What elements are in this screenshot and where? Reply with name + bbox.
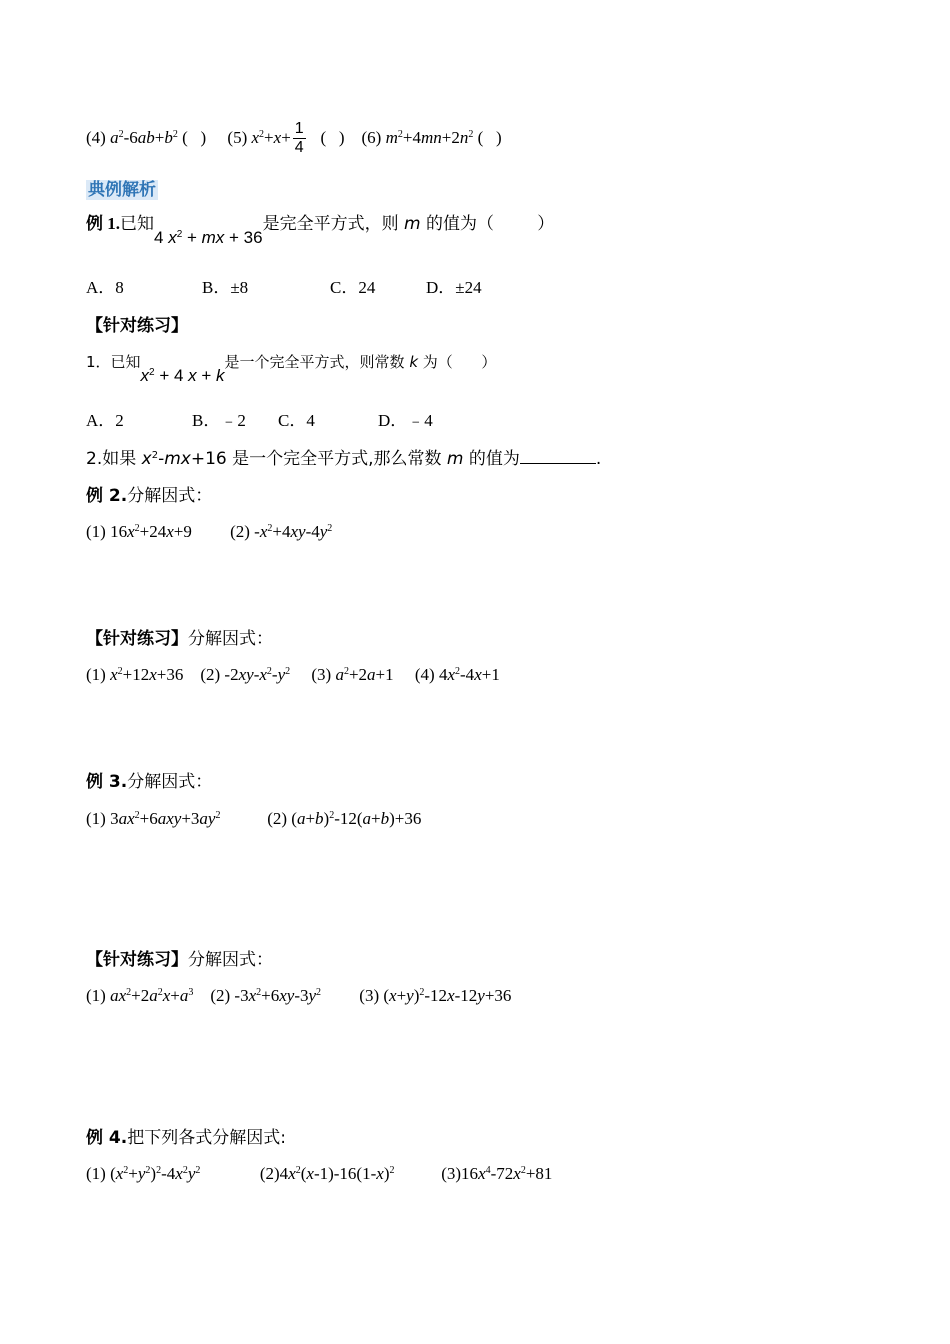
practice-1-question-1 [86,352,497,385]
section-heading-text: 典例解析 [88,180,156,200]
item-5: (5) $x^2+x+$ $\frac{1}{4}$ ( ) [227,120,345,157]
option-a: A．2 [86,411,124,430]
example-3-label: 例 3. [86,772,128,792]
answer-blank[interactable] [520,449,596,464]
example-2-text: 分解因式： [127,486,213,506]
option-a: A．8 [86,278,124,297]
practice-1-q1-expression: $x^2 + 4$ x + k [140,366,225,385]
practice-1-q2-text: 2.如果 $x^2-mx+16$ 是一个完全平方式,那么常数 m 的值为 [86,449,520,469]
example-3-items: (1) $3ax^2+6axy+3ay^2$ (2) $(a+b)^2-12(a+b)+36$ [86,809,422,828]
practice-3-items: (1) $ax^2+2a^2x+a^3$ (2) $-3x^2+6xy-3y^2$ (3) $(x+y)^2-12x-12y+36$ [86,986,512,1005]
practice-label-1: 【针对练习】 [86,316,188,336]
practice-1-q2-end: . [595,449,602,469]
example-1-question [86,214,555,247]
practice-1-q1-pre: 1．已知 [86,353,141,371]
fraction-denominator: 4 [294,139,304,157]
exercise-row-4-6 [86,120,502,158]
example-3-question [86,772,212,792]
example-2-label: 例 2. [86,486,128,506]
section-heading [86,180,158,200]
example-1-pre: 已知 [120,214,154,234]
option-b: B．±8 [202,278,249,297]
practice-3-text: 分解因式： [188,950,273,970]
example-4-items: (1) $(x^2+y^2)^2-4x^2y^2$ $(2)4x^2(x-1)-16(1-x)^2$ $(3)16x^4-72x^2+81$ [86,1164,553,1183]
practice-label-2: 【针对练习】 [86,629,188,649]
practice-1-q1-post: 是一个完全平方式，则常数 k 为（ ） [224,353,497,371]
practice-2-question [86,629,273,649]
example-1-label: 例 1. [86,214,120,233]
option-d: D．﹣4 [378,411,433,430]
example-3-text: 分解因式： [127,772,213,792]
example-1-post: 是完全平方式，则 m 的值为（ ） [262,214,555,234]
practice-1-question-2 [86,449,601,469]
practice-label-3: 【针对练习】 [86,950,188,970]
practice-2-items: (1) $x^2+12x+36$ (2) $-2xy-x^2-y^2$ (3) $a^2+2a+1$ (4) $4x^2-4x+1$ [86,665,500,684]
example-4-label: 例 4. [86,1128,128,1148]
item-4: (4) $a^2-6ab+b^2$ ( ) [86,127,207,147]
example-1-expression: 4 $x^2$ + mx + 36 [154,228,263,247]
example-2-items: (1) $16x^2+24x+9$ (2) $-x^2+4xy-4y^2$ [86,522,333,541]
option-d: D．±24 [426,278,482,297]
fraction-one-quarter [293,120,306,158]
example-4-text: 把下列各式分解因式: [127,1128,286,1148]
option-c: C．4 [278,411,315,430]
practice-3-question [86,950,273,970]
option-c: C．24 [330,278,376,297]
option-b: B．﹣2 [192,411,246,430]
fraction-numerator: 1 [293,120,306,139]
example-2-question [86,486,212,506]
item-6: (6) $m^2+4mn+2n^2$ ( ) [361,127,502,147]
practice-2-text: 分解因式： [188,629,273,649]
example-4-question [86,1128,286,1148]
